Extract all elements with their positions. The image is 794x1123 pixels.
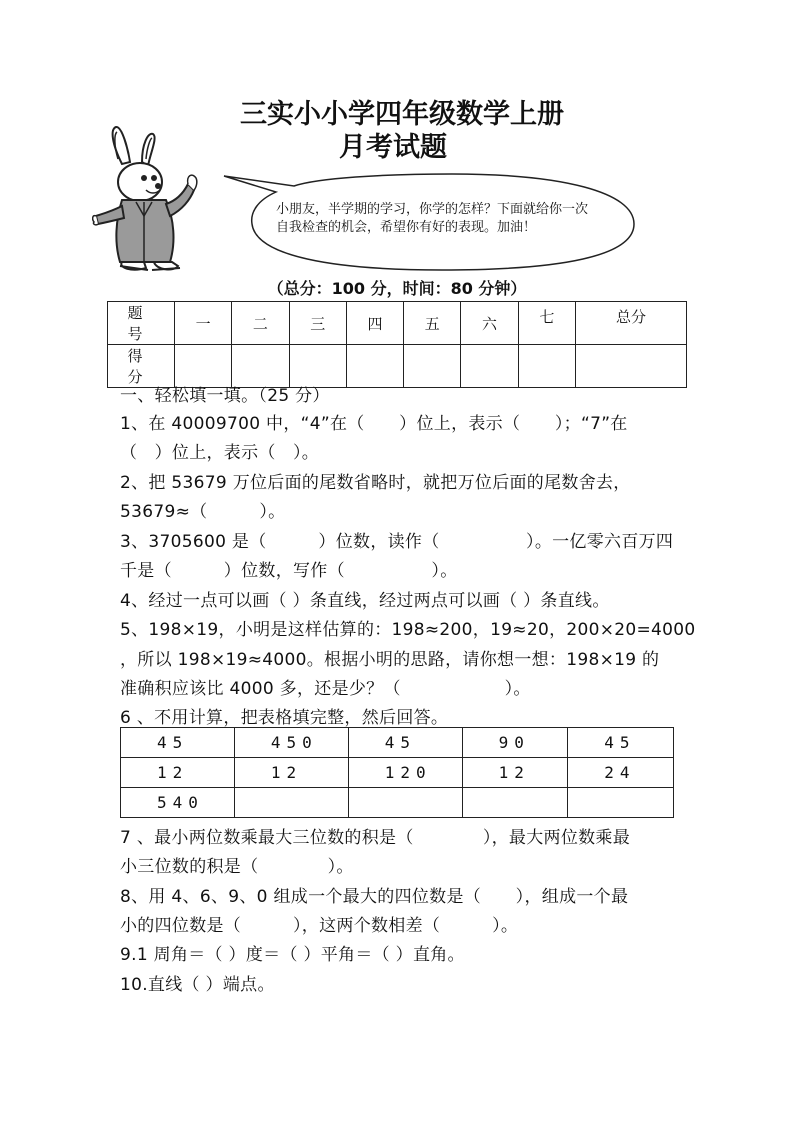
- answer-cell[interactable]: [568, 788, 674, 818]
- table-cell: 12: [462, 758, 568, 788]
- question-line: 6 、不用计算，把表格填完整，然后回答。: [120, 708, 449, 728]
- table-cell: 450: [234, 728, 348, 758]
- section-heading: 一、轻松填一填。（25 分）: [120, 386, 330, 406]
- table-row: [121, 758, 674, 788]
- question-line: 7 、最小两位数乘最大三位数的积是（ ），最大两位数乘最: [120, 828, 631, 848]
- score-cell[interactable]: [461, 345, 518, 388]
- score-cell[interactable]: [346, 345, 403, 388]
- table-cell-header: 三: [289, 302, 346, 345]
- question-line: ，所以 198×19≈4000。根据小明的思路，请你想一想：198×19 的: [120, 650, 660, 670]
- table-cell: 90: [462, 728, 568, 758]
- page-subtitle: 月考试题: [339, 132, 447, 163]
- table-cell: 120: [348, 758, 462, 788]
- question-line: 小三位数的积是（ ）。: [120, 857, 354, 877]
- table-cell-header: 七: [518, 302, 575, 345]
- question-line: （ ）位上，表示（ ）。: [120, 443, 320, 463]
- table-cell: 12: [234, 758, 348, 788]
- question-line: 53679≈（ ）。: [120, 502, 286, 522]
- table-cell-header: 总分: [575, 302, 686, 345]
- bubble-text-line2: 自我检查的机会，希望你有好的表现。加油！: [276, 220, 537, 235]
- question-line: 准确积应该比 4000 多，还是少？（ ）。: [120, 679, 531, 699]
- answer-cell[interactable]: [234, 788, 348, 818]
- question-line: 3、3705600 是（ ）位数，读作（ ）。一亿零六百万四: [120, 532, 674, 552]
- score-table: [107, 301, 687, 388]
- table-row: [108, 302, 687, 345]
- table-cell-header: 五: [404, 302, 461, 345]
- table-row: [121, 788, 674, 818]
- table-row: [121, 728, 674, 758]
- table-cell-header: 一: [175, 302, 232, 345]
- rabbit-mascot-illustration: [92, 124, 207, 276]
- table-cell-header: 四: [346, 302, 403, 345]
- table-cell-label: 得 分: [108, 345, 175, 388]
- score-info: （总分：100 分，时间：80 分钟）: [267, 279, 527, 298]
- question-line: 4、经过一点可以画（ ）条直线，经过两点可以画（ ）条直线。: [120, 591, 610, 611]
- question-line: 2、把 53679 万位后面的尾数省略时，就把万位后面的尾数舍去，: [120, 473, 631, 493]
- table-cell: 540: [121, 788, 235, 818]
- question-line: 1、在 40009700 中，“4”在（ ）位上，表示（ ）；“7”在: [120, 414, 628, 434]
- question-line: 8、用 4、6、9、0 组成一个最大的四位数是（ ），组成一个最: [120, 887, 629, 907]
- table-cell: 12: [121, 758, 235, 788]
- question-line: 9.1 周角＝（ ）度＝（ ）平角＝（ ）直角。: [120, 945, 465, 965]
- table-cell-header: 六: [461, 302, 518, 345]
- q6-table: [120, 727, 674, 818]
- answer-cell[interactable]: [462, 788, 568, 818]
- bubble-text-line1: 小朋友，半学期的学习，你学的怎样？下面就给你一次: [276, 202, 589, 217]
- question-line: 千是（ ）位数，写作（ ）。: [120, 561, 458, 581]
- score-cell[interactable]: [518, 345, 575, 388]
- page-title: 三实小小学四年级数学上册: [240, 99, 564, 130]
- score-cell[interactable]: [575, 345, 686, 388]
- table-cell-header: 二: [232, 302, 289, 345]
- table-cell-label: 题 号: [108, 302, 175, 345]
- answer-cell[interactable]: [348, 788, 462, 818]
- question-line: 10.直线（ ）端点。: [120, 975, 275, 995]
- question-line: 5、198×19，小明是这样估算的：198≈200，19≈20，200×20=4000: [120, 620, 696, 640]
- table-cell: 45: [348, 728, 462, 758]
- score-cell[interactable]: [404, 345, 461, 388]
- table-cell: 45: [568, 728, 674, 758]
- table-cell: 45: [121, 728, 235, 758]
- question-line: 小的四位数是（ ），这两个数相差（ ）。: [120, 916, 519, 936]
- table-cell: 24: [568, 758, 674, 788]
